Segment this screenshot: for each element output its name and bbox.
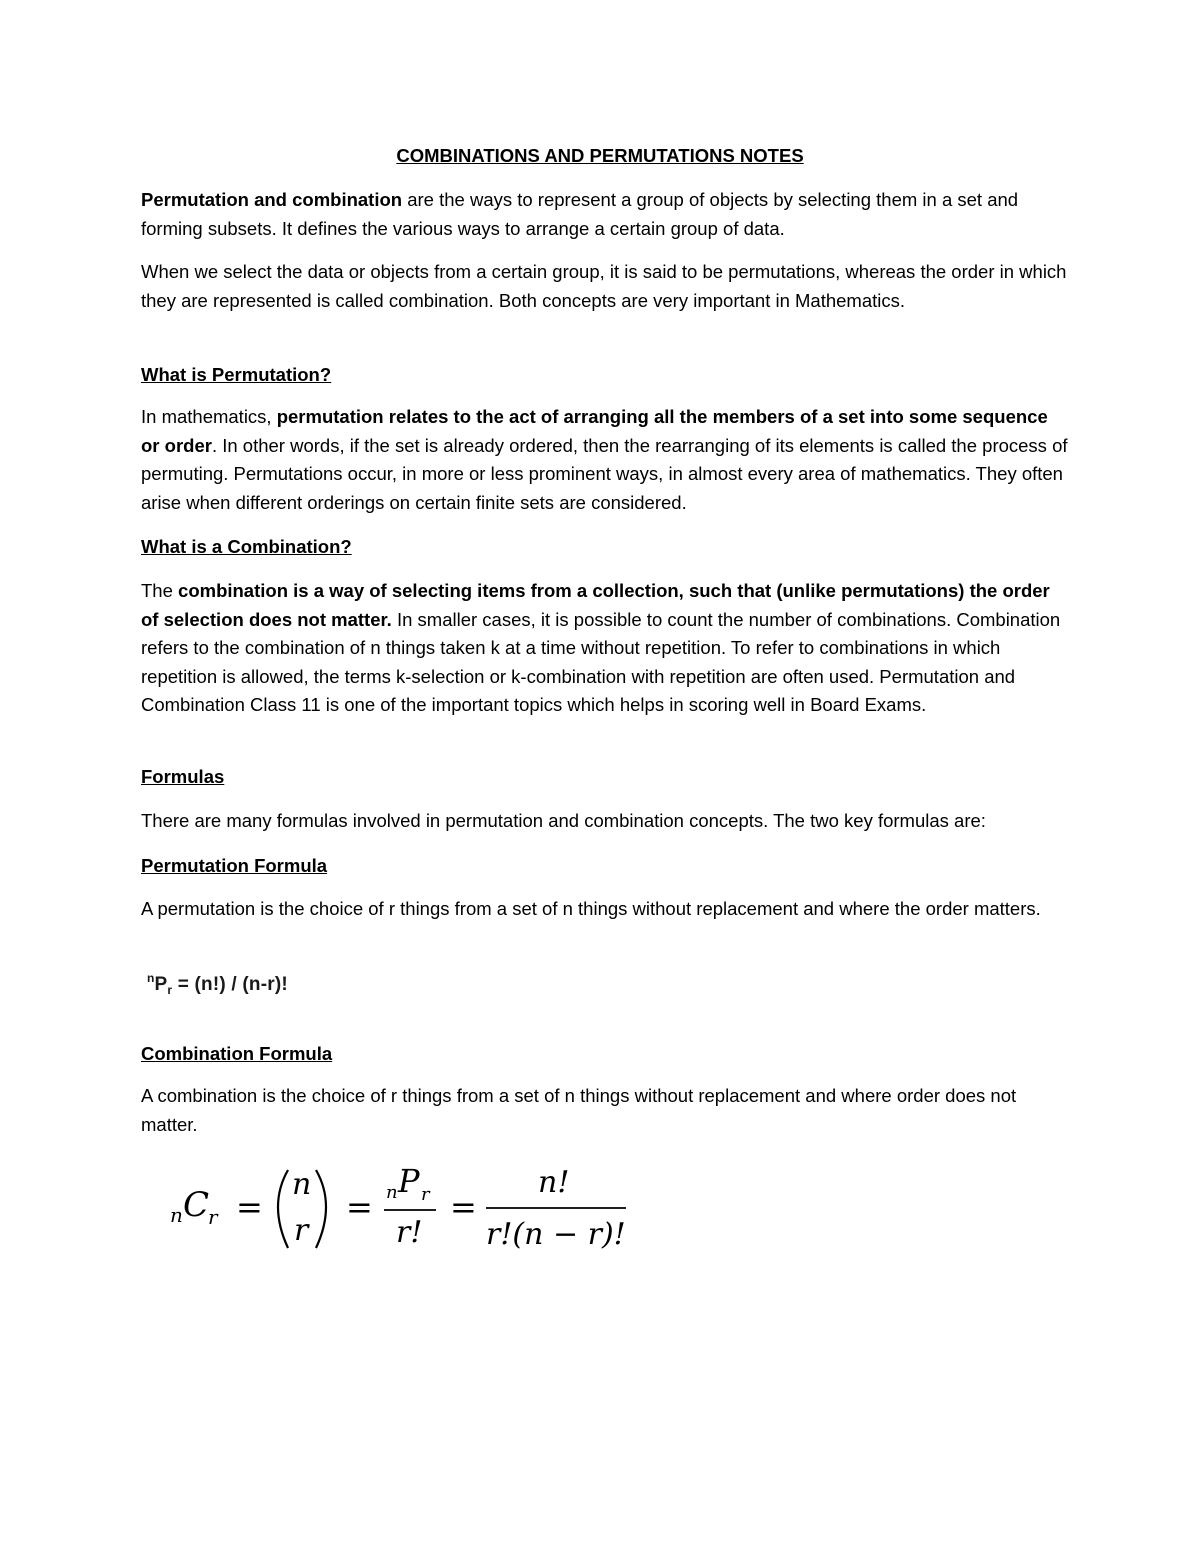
intro-bold-lead: Permutation and combination xyxy=(141,189,403,210)
svg-text:r: r xyxy=(208,1205,218,1229)
svg-text:r!: r! xyxy=(396,1215,423,1250)
permutation-formula-heading: Permutation Formula xyxy=(141,855,328,876)
combination-paragraph xyxy=(141,577,1071,720)
svg-text:=: = xyxy=(450,1188,477,1226)
combination-lead: The xyxy=(141,580,179,601)
permutation-bold: permutation relates to the act of arranging all the members of a set into some sequence or order xyxy=(141,406,1048,456)
combination-formula-image xyxy=(168,1150,638,1260)
perm-formula-expr: = (n!) / (n-r)! xyxy=(172,974,288,995)
combination-heading: What is a Combination? xyxy=(141,536,352,557)
perm-formula-sup: n xyxy=(147,971,155,985)
combination-formula-heading: Combination Formula xyxy=(141,1043,333,1064)
permutation-rest: . In other words, if the set is already ordered, then the rearranging of its elements is called the process of permuting. Permutations occur, in more or less prominent ways, in almost every area of mathematics. They often arise when different orderings on certain finite sets are considered. xyxy=(141,434,1068,513)
svg-text:n: n xyxy=(386,1182,398,1203)
intro-paragraph xyxy=(141,186,1071,243)
perm-formula-sub: r xyxy=(167,983,173,997)
perm-formula-p: P xyxy=(154,974,168,995)
intro-rest: are the ways to represent a group of objects by selecting them in a set and forming subsets. It defines the various ways to arrange a certain group of data. xyxy=(141,189,1019,239)
formulas-paragraph: There are many formulas involved in permutation and combination concepts. The two key formulas are: xyxy=(141,810,986,831)
combination-formula-paragraph: A combination is the choice of r things from a set of n things without replacement and where order does not matter. xyxy=(141,1085,1017,1135)
svg-text:r!(n − r)!: r!(n − r)! xyxy=(486,1217,626,1252)
svg-text:n: n xyxy=(292,1167,312,1202)
intro-paragraph-2: When we select the data or objects from a certain group, it is said to be permutations, whereas the order in which they are represented is called combination. Both concepts are very important in Mathematics. xyxy=(141,261,1067,311)
permutation-lead: In mathematics, xyxy=(141,406,277,427)
svg-text:r: r xyxy=(421,1184,430,1205)
formulas-heading: Formulas xyxy=(141,766,225,787)
svg-text:n!: n! xyxy=(538,1165,570,1200)
page-title: COMBINATIONS AND PERMUTATIONS NOTES xyxy=(396,145,804,166)
combination-bold: combination is a way of selecting items from a collection, such that (unlike permutations) the order of selection does not matter. xyxy=(141,580,1050,630)
svg-text:=: = xyxy=(346,1188,373,1226)
svg-text:C: C xyxy=(183,1185,210,1225)
permutation-formula xyxy=(147,971,288,997)
svg-text:=: = xyxy=(236,1188,263,1226)
permutation-heading: What is Permutation? xyxy=(141,364,332,385)
permutation-paragraph xyxy=(141,403,1071,517)
svg-text:r: r xyxy=(294,1213,309,1248)
permutation-formula-paragraph: A permutation is the choice of r things from a set of n things without replacement and where the order matters. xyxy=(141,898,1041,919)
svg-text:P: P xyxy=(398,1162,420,1200)
svg-text:n: n xyxy=(170,1203,183,1227)
combination-rest: In smaller cases, it is possible to count the number of combinations. Combination refers to the combination of n things taken k at a time without repetition. To refer to combinations in which repetition is allowed, the terms k-selection or k-combination with repetition are often used. Permutation and Combination Class 11 is one of the important topics which helps in scoring well in Board Exams. xyxy=(141,608,1061,715)
